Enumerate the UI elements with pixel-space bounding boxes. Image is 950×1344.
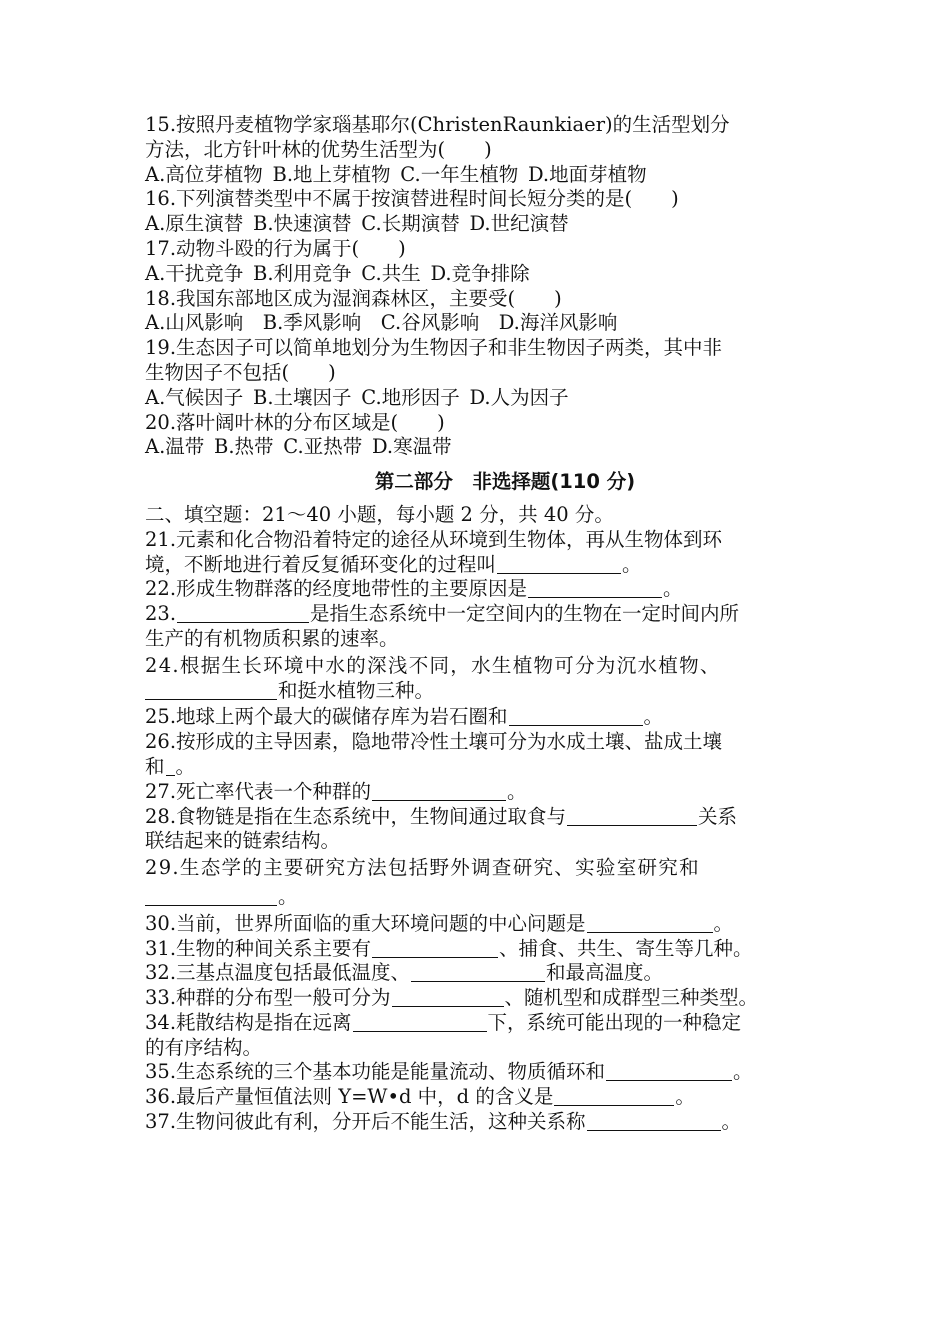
question-29-line1: 29.生态学的主要研究方法包括野外调查研究、实验室研究和 [145,856,700,880]
question-36-end: 。 [675,1085,695,1109]
question-27-text: 27.死亡率代表一个种群的 [145,779,372,803]
question-29-end: 。 [278,884,298,908]
answer-blank[interactable] [392,988,504,1007]
answer-blank[interactable] [372,782,506,801]
question-21-line1: 21.元素和化合物沿着特定的途径从环境到生物体，再从生物体到环 [145,527,723,551]
question-16-options: A.原生演替 B.快速演替 C.长期演替 D.世纪演替 [145,212,569,236]
question-28-text: 28.食物链是指在生态系统中，生物间通过取食与 [145,804,567,828]
question-15 [145,113,815,187]
question-31-text: 31.生物的种间关系主要有 [145,936,372,960]
question-21-end: 。 [622,552,642,576]
question-25 [145,705,815,730]
answer-blank[interactable] [567,807,697,826]
answer-blank[interactable] [497,555,621,574]
question-28-line2: 联结起来的链索结构。 [145,829,341,853]
question-22-end: 。 [663,577,683,601]
question-22 [145,577,815,602]
question-24-line2 [145,679,815,704]
question-32-end: 和最高温度。 [546,961,664,985]
question-33 [145,986,815,1011]
question-25-text: 25.地球上两个最大的碳储存库为岩石圈和 [145,705,508,729]
question-34-line1 [145,1011,815,1036]
question-36-text: 36.最后产量恒值法则 Y=W•d 中，d 的含义是 [145,1085,554,1109]
answer-blank[interactable] [554,1087,674,1106]
question-17 [145,237,815,287]
question-34 [145,1011,815,1061]
question-19-stem-line2: 生物因子不包括( ) [145,360,336,384]
answer-blank[interactable] [509,707,643,726]
answer-blank[interactable] [372,939,498,958]
question-23-line2: 生产的有机物质积累的速率。 [145,626,399,650]
question-36 [145,1085,815,1110]
page-content [145,113,815,1135]
question-23 [145,602,815,652]
question-32 [145,961,815,986]
answer-blank[interactable] [606,1062,732,1081]
question-26-line1: 26.按形成的主导因素，隐地带冷性土壤可分为水成土壤、盐成土壤 [145,730,723,754]
answer-blank[interactable] [411,963,545,982]
question-26-line2 [145,755,815,780]
question-31-end: 、捕食、共生、寄生等几种。 [499,936,753,960]
question-29-line2 [145,885,815,910]
question-16 [145,187,815,237]
fill-in-section-title: 二、填空题：21～40 小题，每小题 2 分，共 40 分。 [145,502,614,526]
question-24-line1: 24.根据生长环境中水的深浅不同，水生植物可分为沉水植物、 [145,653,721,677]
question-30-end: 。 [713,911,734,935]
question-19-stem-line1: 19.生态因子可以简单地划分为生物因子和非生物因子两类，其中非 [145,336,723,360]
question-17-options: A.干扰竞争 B.利用竞争 C.共生 D.竞争排除 [145,261,530,285]
question-15-options: A.高位芽植物 B.地上芽植物 C.一年生植物 D.地面芽植物 [145,162,647,186]
answer-blank[interactable] [528,579,662,598]
question-21-line2 [145,553,815,578]
question-37-end: 。 [721,1110,742,1134]
question-28 [145,805,815,855]
question-19 [145,336,815,410]
answer-blank[interactable] [587,1112,721,1131]
question-33-end: 、随机型和成群型三种类型。 [504,986,759,1010]
question-30 [145,912,815,937]
question-21-text: 境，不断地进行着反复循环变化的过程叫 [145,552,497,576]
question-25-end: 。 [643,705,664,729]
question-27 [145,780,815,805]
answer-blank[interactable] [145,887,277,906]
question-17-stem: 17.动物斗殴的行为属于( ) [145,236,406,260]
question-28-end: 关系 [698,804,738,828]
question-16-stem: 16.下列演替类型中不属于按演替进程时间长短分类的是( ) [145,187,679,211]
question-34-end: 下，系统可能出现的一种稳定 [487,1010,742,1034]
question-19-options: A.气候因子 B.土壤因子 C.地形因子 D.人为因子 [145,385,569,409]
question-21 [145,528,815,578]
question-20 [145,411,815,461]
answer-blank[interactable] [353,1013,487,1032]
answer-blank[interactable] [145,681,277,700]
question-20-stem: 20.落叶阔叶林的分布区域是( ) [145,410,445,434]
question-29 [145,856,815,910]
question-18-stem: 18.我国东部地区成为湿润森林区，主要受( ) [145,286,562,310]
question-30-text: 30.当前，世界所面临的重大环境问题的中心问题是 [145,911,586,935]
answer-blank[interactable] [166,757,175,776]
question-26 [145,730,815,780]
question-23-number: 23. [145,602,177,626]
question-18 [145,287,815,337]
question-37-text: 37.生物问彼此有利，分开后不能生活，这种关系称 [145,1110,586,1134]
answer-blank[interactable] [177,604,309,623]
question-35 [145,1060,815,1085]
question-23-line1 [145,602,815,627]
question-37 [145,1110,815,1135]
question-22-text: 22.形成生物群落的经度地带性的主要原因是 [145,577,528,601]
question-35-end: 。 [733,1060,753,1084]
answer-blank[interactable] [587,914,713,933]
question-15-stem-line1: 15.按照丹麦植物学家瑙基耶尔(ChristenRaunkiaer)的生活型划分 [145,113,730,136]
question-31 [145,937,815,962]
question-28-line1 [145,805,815,830]
part-two-heading: 第二部分 非选择题(110 分) [374,470,636,494]
question-20-options: A.温带 B.热带 C.亚热带 D.寒温带 [145,435,452,459]
question-18-options: A.山风影响 B.季风影响 C.谷风影响 D.海洋风影响 [145,311,618,335]
question-32-text: 32.三基点温度包括最低温度、 [145,961,411,985]
question-35-text: 35.生态系统的三个基本功能是能量流动、物质循环和 [145,1060,606,1084]
question-34-text: 34.耗散结构是指在远离 [145,1010,352,1034]
question-26-text: 和 [145,754,165,778]
question-24-text: 和挺水植物三种。 [278,678,435,702]
question-26-end: 。 [175,754,196,778]
question-15-stem-line2: 方法，北方针叶林的优势生活型为( ) [145,137,492,161]
question-23-text: 是指生态系统中一定空间内的生物在一定时间内所 [310,602,740,626]
question-34-line2: 的有序结构。 [145,1035,263,1059]
question-33-text: 33.种群的分布型一般可分为 [145,986,391,1010]
question-24 [145,654,815,704]
question-27-end: 。 [507,779,527,803]
